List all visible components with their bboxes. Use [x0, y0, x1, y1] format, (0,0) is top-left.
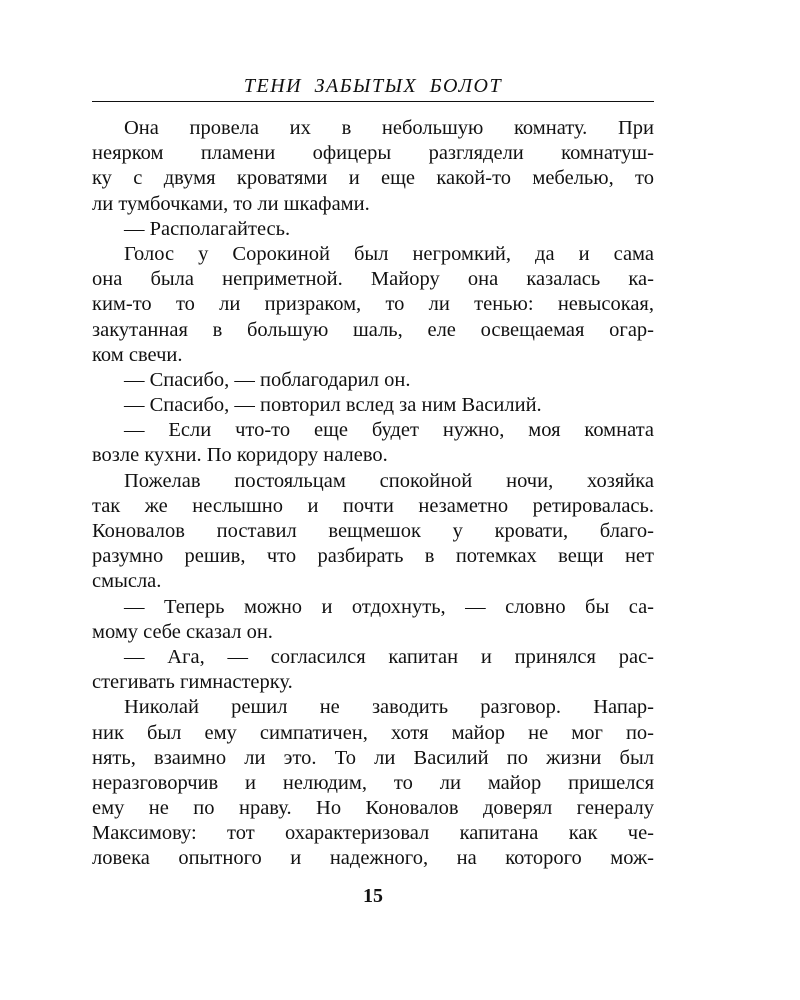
- text-line: ку с двумя кроватями и еще какой-то мебелью, то: [92, 167, 654, 190]
- text-line: смысла.: [92, 570, 162, 593]
- text-line: мому себе сказал он.: [92, 620, 273, 643]
- text-line: Голос у Сорокиной был негромкий, да и сама: [124, 242, 654, 265]
- text-line: разумно решив, что разбирать в потемках вещи нет: [92, 545, 654, 568]
- text-line: — Спасибо, — поблагодарил он.: [124, 368, 411, 391]
- text-line: ким-то то ли призраком, то ли тенью: невысокая,: [92, 293, 654, 316]
- text-line: ему не по нраву. Но Коновалов доверял генералу: [92, 797, 654, 820]
- text-line: закутанная в большую шаль, еле освещаемая огар-: [92, 318, 654, 341]
- text-line: ловека опытного и надежного, на которого мож-: [92, 847, 654, 870]
- text-line: неразговорчив и нелюдим, то ли майор пришелся: [92, 771, 654, 794]
- page-number: 15: [363, 885, 383, 907]
- text-line: — Располагайтесь.: [124, 217, 291, 240]
- text-line: неярком пламени офицеры разглядели комнатуш-: [92, 142, 654, 165]
- text-line: так же неслышно и почти незаметно ретировалась.: [92, 494, 654, 517]
- text-line: Пожелав постояльцам спокойной ночи, хозяйка: [124, 469, 654, 492]
- header-rule: [92, 101, 654, 102]
- running-title: ТЕНИ ЗАБЫТЫХ БОЛОТ: [243, 75, 503, 97]
- text-line: Коновалов поставил вещмешок у кровати, благо-: [92, 520, 654, 542]
- text-line: она была неприметной. Майору она казалась ка-: [92, 268, 654, 291]
- text-line: — Теперь можно и отдохнуть, — словно бы са-: [124, 595, 654, 618]
- text-line: Максимову: тот охарактеризовал капитана как че-: [92, 822, 654, 845]
- text-line: ком свечи.: [92, 343, 183, 366]
- text-line: ли тумбочками, то ли шкафами.: [92, 192, 370, 215]
- text-line: ник был ему симпатичен, хотя майор не мог по-: [92, 721, 654, 744]
- text-line: Николай решил не заводить разговор. Напар-: [124, 696, 654, 719]
- text-line: Она провела их в небольшую комнату. При: [124, 117, 654, 139]
- text-line: — Если что-то еще будет нужно, моя комната: [124, 419, 654, 442]
- body-text: [92, 116, 654, 872]
- text-line: — Ага, — согласился капитан и принялся рас-: [124, 645, 654, 668]
- text-line: — Спасибо, — повторил вслед за ним Василий.: [124, 394, 542, 417]
- text-line: стегивать гимнастерку.: [92, 671, 293, 694]
- text-line: нять, взаимно ли это. То ли Василий по жизни был: [92, 746, 654, 769]
- text-line: возле кухни. По коридору налево.: [92, 444, 388, 467]
